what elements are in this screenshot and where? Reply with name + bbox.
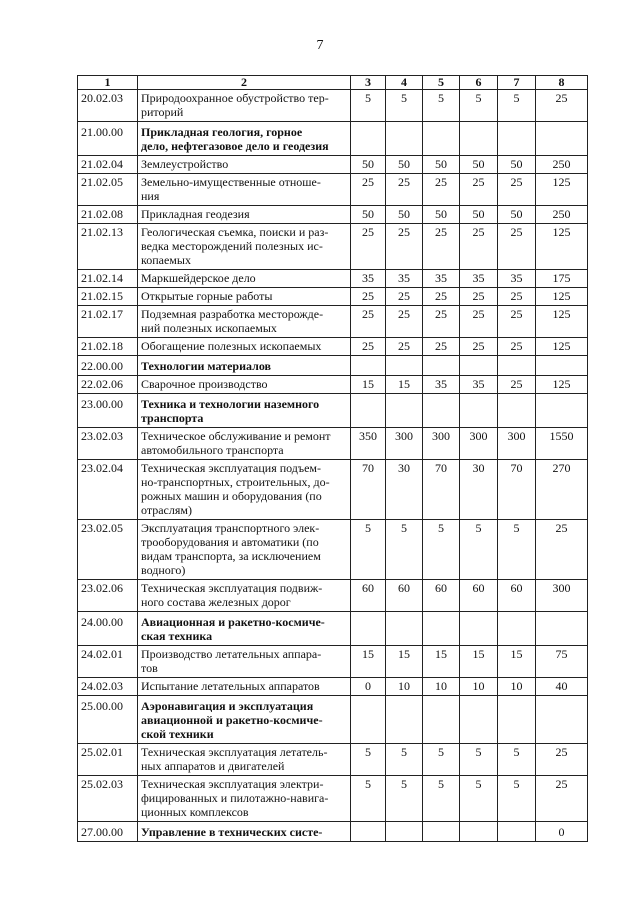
year-value-cell	[351, 394, 386, 428]
year-value-cell: 50	[460, 156, 498, 174]
specialty-code: 25.02.03	[78, 776, 138, 822]
total-cell: 25	[536, 90, 588, 122]
year-value-cell: 25	[351, 338, 386, 356]
specialty-code: 20.02.03	[78, 90, 138, 122]
specialty-code: 21.02.15	[78, 288, 138, 306]
total-cell: 125	[536, 174, 588, 206]
year-value-cell: 50	[351, 206, 386, 224]
column-header: 8	[536, 76, 588, 90]
year-value-cell	[498, 122, 536, 156]
table-row	[78, 776, 588, 822]
year-value-cell: 30	[386, 460, 423, 520]
year-value-cell: 25	[460, 338, 498, 356]
specialty-name: Техническая эксплуатация летатель- ных аппаратов и двигателей	[138, 744, 351, 776]
year-value-cell: 10	[498, 678, 536, 696]
year-value-cell	[460, 612, 498, 646]
column-header: 6	[460, 76, 498, 90]
total-cell: 25	[536, 744, 588, 776]
year-value-cell: 60	[386, 580, 423, 612]
table-row	[78, 90, 588, 122]
specialty-name: Подземная разработка месторожде- ний полезных ископаемых	[138, 306, 351, 338]
total-cell: 0	[536, 822, 588, 842]
year-value-cell: 5	[460, 90, 498, 122]
specialty-name: Сварочное производство	[138, 376, 351, 394]
year-value-cell: 15	[386, 376, 423, 394]
year-value-cell: 25	[386, 224, 423, 270]
year-value-cell: 50	[498, 156, 536, 174]
specialty-name: Обогащение полезных ископаемых	[138, 338, 351, 356]
year-value-cell: 5	[498, 520, 536, 580]
table-row	[78, 376, 588, 394]
year-value-cell: 300	[423, 428, 460, 460]
specialty-code: 21.02.04	[78, 156, 138, 174]
year-value-cell: 70	[351, 460, 386, 520]
year-value-cell: 35	[386, 270, 423, 288]
year-value-cell	[386, 394, 423, 428]
column-header: 2	[138, 76, 351, 90]
year-value-cell: 25	[351, 174, 386, 206]
table-row	[78, 612, 588, 646]
specialty-name: Техническое обслуживание и ремонт автомобильного транспорта	[138, 428, 351, 460]
total-cell: 75	[536, 646, 588, 678]
table-row	[78, 580, 588, 612]
table-row	[78, 206, 588, 224]
year-value-cell	[460, 696, 498, 744]
year-value-cell: 35	[423, 270, 460, 288]
year-value-cell	[460, 822, 498, 842]
year-value-cell: 50	[351, 156, 386, 174]
table-row	[78, 356, 588, 376]
specialty-name: Прикладная геодезия	[138, 206, 351, 224]
year-value-cell: 350	[351, 428, 386, 460]
total-cell	[536, 612, 588, 646]
year-value-cell: 25	[460, 174, 498, 206]
total-cell	[536, 394, 588, 428]
table-row	[78, 520, 588, 580]
table-row	[78, 678, 588, 696]
column-header: 1	[78, 76, 138, 90]
year-value-cell: 10	[423, 678, 460, 696]
page-number: 7	[316, 38, 324, 53]
year-value-cell	[351, 356, 386, 376]
specialty-code: 21.02.18	[78, 338, 138, 356]
specialty-name: Техническая эксплуатация подъем- но-транспортных, строительных, до- рожных машин и оборудования (по отраслям)	[138, 460, 351, 520]
table-row	[78, 822, 588, 842]
year-value-cell	[423, 822, 460, 842]
year-value-cell: 15	[386, 646, 423, 678]
table-row	[78, 288, 588, 306]
year-value-cell	[423, 612, 460, 646]
year-value-cell: 25	[386, 174, 423, 206]
year-value-cell: 15	[351, 646, 386, 678]
year-value-cell: 50	[386, 156, 423, 174]
column-header: 3	[351, 76, 386, 90]
year-value-cell: 5	[423, 776, 460, 822]
year-value-cell: 25	[423, 224, 460, 270]
year-value-cell: 25	[498, 224, 536, 270]
specialty-name: Техническая эксплуатация электри- фицированных и пилотажно-навига- ционных комплексов	[138, 776, 351, 822]
total-cell: 1550	[536, 428, 588, 460]
year-value-cell: 0	[351, 678, 386, 696]
year-value-cell: 10	[386, 678, 423, 696]
year-value-cell: 5	[351, 90, 386, 122]
year-value-cell: 25	[460, 306, 498, 338]
table-row	[78, 696, 588, 744]
column-header: 5	[423, 76, 460, 90]
year-value-cell	[423, 356, 460, 376]
header-row	[78, 76, 588, 90]
table-body	[78, 90, 588, 842]
year-value-cell	[386, 612, 423, 646]
specialty-name: Производство летательных аппара- тов	[138, 646, 351, 678]
year-value-cell: 60	[460, 580, 498, 612]
specialty-code: 24.02.01	[78, 646, 138, 678]
year-value-cell: 5	[498, 776, 536, 822]
year-value-cell: 25	[498, 338, 536, 356]
specialty-code: 23.00.00	[78, 394, 138, 428]
year-value-cell: 25	[498, 376, 536, 394]
year-value-cell: 5	[460, 776, 498, 822]
table-row	[78, 122, 588, 156]
total-cell	[536, 356, 588, 376]
specialty-name: Испытание летательных аппаратов	[138, 678, 351, 696]
year-value-cell: 5	[460, 520, 498, 580]
total-cell: 125	[536, 224, 588, 270]
year-value-cell: 35	[498, 270, 536, 288]
quota-table	[77, 75, 588, 842]
year-value-cell: 10	[460, 678, 498, 696]
year-value-cell: 5	[386, 744, 423, 776]
year-value-cell	[498, 822, 536, 842]
table-row	[78, 270, 588, 288]
specialty-code: 21.02.08	[78, 206, 138, 224]
table-row	[78, 744, 588, 776]
year-value-cell	[423, 696, 460, 744]
table-row	[78, 338, 588, 356]
year-value-cell: 5	[386, 90, 423, 122]
column-header: 7	[498, 76, 536, 90]
year-value-cell	[351, 122, 386, 156]
specialty-code: 23.02.05	[78, 520, 138, 580]
total-cell: 125	[536, 376, 588, 394]
year-value-cell	[351, 612, 386, 646]
table-row	[78, 646, 588, 678]
total-cell: 125	[536, 306, 588, 338]
specialty-code: 22.00.00	[78, 356, 138, 376]
year-value-cell: 25	[386, 306, 423, 338]
specialty-name: Землеустройство	[138, 156, 351, 174]
year-value-cell: 25	[498, 288, 536, 306]
year-value-cell: 50	[423, 156, 460, 174]
specialty-code: 23.02.03	[78, 428, 138, 460]
specialty-name: Природоохранное обустройство тер- риторий	[138, 90, 351, 122]
specialty-code: 22.02.06	[78, 376, 138, 394]
year-value-cell: 50	[386, 206, 423, 224]
year-value-cell: 5	[423, 520, 460, 580]
year-value-cell: 35	[460, 270, 498, 288]
year-value-cell: 60	[423, 580, 460, 612]
year-value-cell: 5	[498, 744, 536, 776]
specialty-name: Маркшейдерское дело	[138, 270, 351, 288]
year-value-cell	[498, 356, 536, 376]
year-value-cell: 25	[460, 224, 498, 270]
year-value-cell: 5	[351, 776, 386, 822]
year-value-cell	[351, 696, 386, 744]
year-value-cell: 5	[351, 744, 386, 776]
year-value-cell: 70	[498, 460, 536, 520]
table-row	[78, 394, 588, 428]
year-value-cell	[423, 394, 460, 428]
year-value-cell: 300	[386, 428, 423, 460]
year-value-cell	[498, 394, 536, 428]
year-value-cell: 15	[351, 376, 386, 394]
column-header: 4	[386, 76, 423, 90]
total-cell: 250	[536, 156, 588, 174]
year-value-cell	[460, 394, 498, 428]
year-value-cell: 25	[423, 288, 460, 306]
specialty-name: Эксплуатация транспортного элек- трооборудования и автоматики (по видам транспорта, за исключением водного)	[138, 520, 351, 580]
year-value-cell: 15	[423, 646, 460, 678]
total-cell: 125	[536, 338, 588, 356]
specialty-code: 27.00.00	[78, 822, 138, 842]
year-value-cell: 25	[351, 288, 386, 306]
specialty-name: Техника и технологии наземного транспорта	[138, 394, 351, 428]
year-value-cell	[386, 822, 423, 842]
year-value-cell: 60	[351, 580, 386, 612]
total-cell	[536, 122, 588, 156]
year-value-cell: 25	[498, 306, 536, 338]
total-cell: 25	[536, 520, 588, 580]
year-value-cell: 50	[423, 206, 460, 224]
specialty-code: 25.02.01	[78, 744, 138, 776]
total-cell: 250	[536, 206, 588, 224]
year-value-cell: 5	[386, 776, 423, 822]
year-value-cell: 50	[460, 206, 498, 224]
year-value-cell: 70	[423, 460, 460, 520]
specialty-name: Управление в технических систе-	[138, 822, 351, 842]
year-value-cell: 5	[423, 90, 460, 122]
year-value-cell: 5	[423, 744, 460, 776]
table-row	[78, 460, 588, 520]
year-value-cell: 25	[351, 224, 386, 270]
specialty-code: 21.02.13	[78, 224, 138, 270]
year-value-cell	[460, 122, 498, 156]
specialty-code: 24.02.03	[78, 678, 138, 696]
year-value-cell: 25	[423, 338, 460, 356]
year-value-cell: 300	[498, 428, 536, 460]
year-value-cell: 5	[460, 744, 498, 776]
specialty-name: Авиационная и ракетно-космиче- ская техника	[138, 612, 351, 646]
total-cell	[536, 696, 588, 744]
year-value-cell	[386, 122, 423, 156]
specialty-code: 25.00.00	[78, 696, 138, 744]
year-value-cell	[460, 356, 498, 376]
year-value-cell	[498, 612, 536, 646]
specialty-code: 23.02.04	[78, 460, 138, 520]
year-value-cell: 50	[498, 206, 536, 224]
year-value-cell: 15	[498, 646, 536, 678]
year-value-cell: 25	[386, 288, 423, 306]
year-value-cell	[423, 122, 460, 156]
year-value-cell	[351, 822, 386, 842]
year-value-cell: 35	[460, 376, 498, 394]
specialty-name: Техническая эксплуатация подвиж- ного состава железных дорог	[138, 580, 351, 612]
table-row	[78, 428, 588, 460]
total-cell: 270	[536, 460, 588, 520]
specialty-code: 21.02.05	[78, 174, 138, 206]
year-value-cell: 25	[423, 174, 460, 206]
year-value-cell: 30	[460, 460, 498, 520]
specialty-name: Земельно-имущественные отноше- ния	[138, 174, 351, 206]
year-value-cell: 25	[351, 306, 386, 338]
year-value-cell	[386, 356, 423, 376]
specialty-name: Прикладная геология, горное дело, нефтегазовое дело и геодезия	[138, 122, 351, 156]
year-value-cell	[498, 696, 536, 744]
table-row	[78, 224, 588, 270]
year-value-cell: 25	[423, 306, 460, 338]
table-row	[78, 174, 588, 206]
year-value-cell: 25	[386, 338, 423, 356]
specialty-code: 21.02.14	[78, 270, 138, 288]
year-value-cell: 15	[460, 646, 498, 678]
total-cell: 300	[536, 580, 588, 612]
year-value-cell	[386, 696, 423, 744]
specialty-name: Геологическая съемка, поиски и раз- ведка месторождений полезных ис- копаемых	[138, 224, 351, 270]
specialty-code: 24.00.00	[78, 612, 138, 646]
total-cell: 25	[536, 776, 588, 822]
year-value-cell: 25	[498, 174, 536, 206]
year-value-cell: 35	[351, 270, 386, 288]
year-value-cell: 25	[460, 288, 498, 306]
total-cell: 175	[536, 270, 588, 288]
year-value-cell: 300	[460, 428, 498, 460]
specialty-code: 21.00.00	[78, 122, 138, 156]
total-cell: 40	[536, 678, 588, 696]
specialty-name: Аэронавигация и эксплуатация авиационной и ракетно-космиче- ской техники	[138, 696, 351, 744]
specialty-code: 21.02.17	[78, 306, 138, 338]
specialty-name: Технологии материалов	[138, 356, 351, 376]
specialty-name: Открытые горные работы	[138, 288, 351, 306]
year-value-cell: 5	[351, 520, 386, 580]
table-row	[78, 156, 588, 174]
year-value-cell: 5	[498, 90, 536, 122]
total-cell: 125	[536, 288, 588, 306]
table-row	[78, 306, 588, 338]
year-value-cell: 60	[498, 580, 536, 612]
year-value-cell: 5	[386, 520, 423, 580]
year-value-cell: 35	[423, 376, 460, 394]
specialty-code: 23.02.06	[78, 580, 138, 612]
